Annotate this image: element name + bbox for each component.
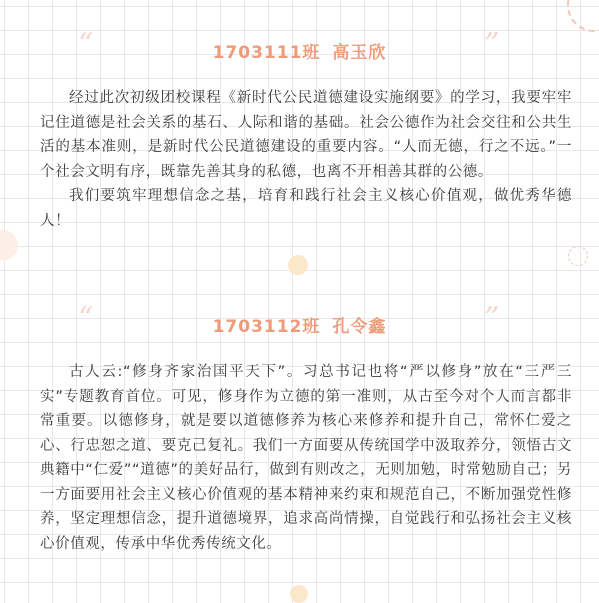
student-name: 高玉欣 <box>332 43 387 63</box>
paragraph: 古人云:“修身齐家治国平天下”。习总书记也将“严以修身”放在“三严三实”专题教育首位。可见，修身作为立德的第一准则，从古至今对个人而言都非常重要。以德修身，就是要以道德修养为核心来修养和提升自己，常怀仁爱之心、行忠恕之道、要克己复礼。我们一方面要从传统国学中汲取养分，领悟古文典籍中“仁爱”“道德”的美好品行，做到有则改之，无则加勉，时常勉励自己；另一方面要用社会主义核心价值观的基本精神来约束和规范自己，不断加强党性修养，坚定理想信念，提升道德境界，追求高尚情操，自觉践行和弘扬社会主义核心价值观，传承中华优秀传统文化。 <box>40 364 572 552</box>
student-name: 孔令鑫 <box>332 317 387 337</box>
open-quote-icon: “ <box>78 27 94 62</box>
class-label: 1703111班 <box>212 43 321 63</box>
decorative-circle-light <box>0 230 18 260</box>
section-heading <box>0 312 599 337</box>
decorative-circle-dashed <box>568 246 588 266</box>
open-quote-icon: “ <box>78 301 94 336</box>
paragraph: 经过此次初级团校课程《新时代公民道德建设实施纲要》的学习，我要牢牢记住道德是社会关系的基石、人际和谐的基础。社会公德作为社会交往和公共生活的基本准则，是新时代公民道德建设的重要内容。“人而无德，行之不远。”一个社会文明有序，既靠先善其身的私德，也离不开相善其群的公德。 <box>40 90 572 180</box>
section-body <box>40 86 572 233</box>
section-body <box>40 360 572 556</box>
close-quote-icon: ” <box>484 27 500 62</box>
decorative-dot-yellow-bottom <box>290 585 308 603</box>
class-label: 1703112班 <box>212 317 321 337</box>
close-quote-icon: ” <box>484 301 500 336</box>
decorative-dot-yellow <box>288 255 308 275</box>
paragraph: 我们要筑牢理想信念之基，培育和践行社会主义核心价值观，做优秀华德人！ <box>40 188 572 229</box>
decorative-circle-outline <box>567 0 599 32</box>
section-heading <box>0 38 599 63</box>
